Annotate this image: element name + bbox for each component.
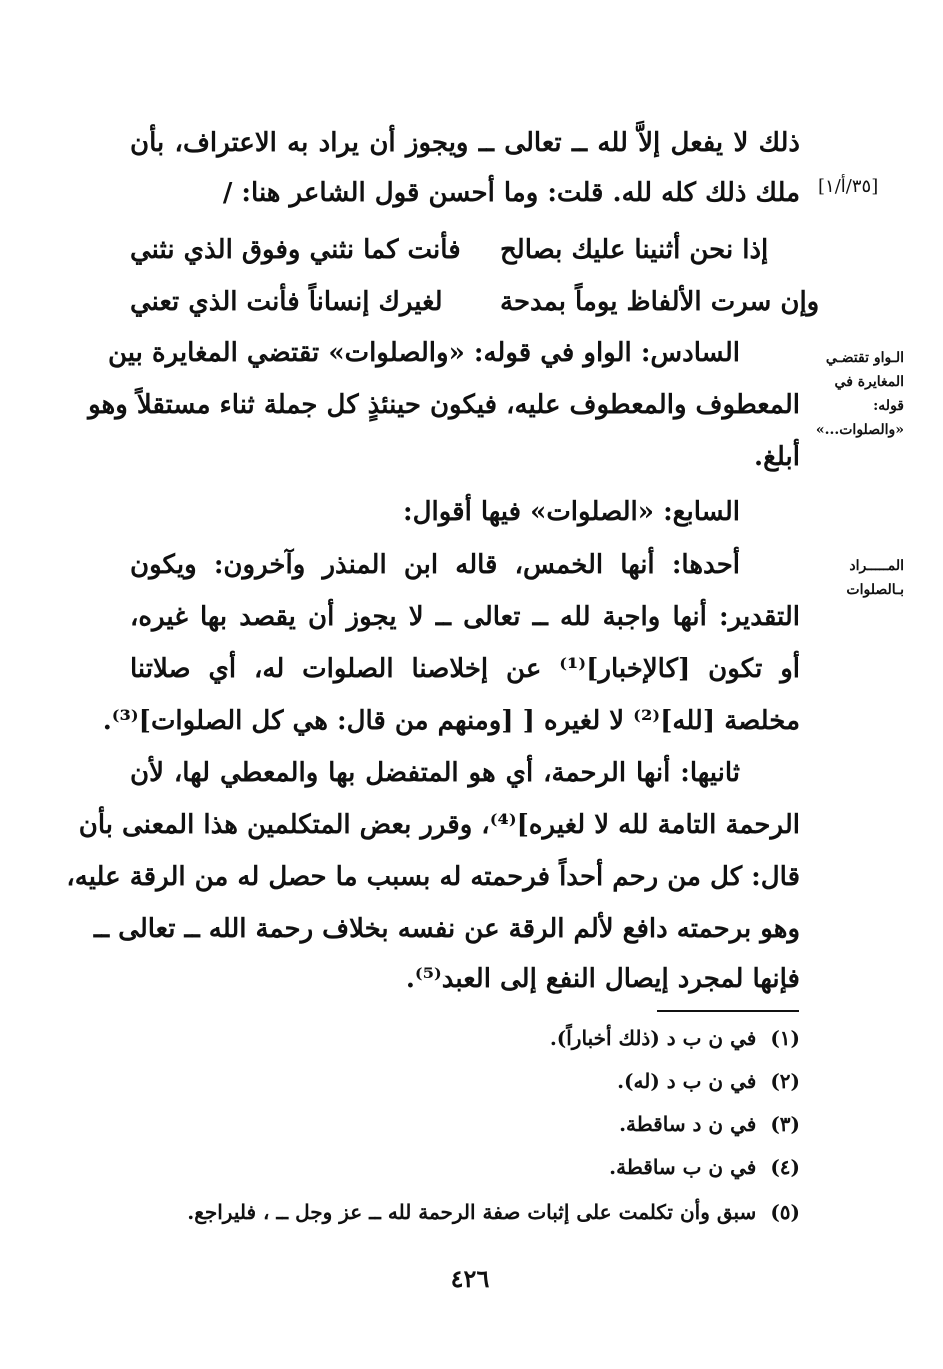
text-line: ذلك لا يفعل إلاَّ لله ــ تعالى ــ ويجوز أن يراد به الاعتراف، بأن bbox=[130, 128, 800, 158]
text-line: السادس: الواو في قوله: «والصلوات» تقتضي المغايرة بين bbox=[108, 338, 740, 368]
side-note-salawat: المـــــراد بـالصلوات bbox=[846, 558, 904, 598]
footnote bbox=[619, 1112, 800, 1136]
text-line: أحدها: أنها الخمس، قاله ابن المنذر وآخرون: ويكون bbox=[130, 550, 740, 580]
text-line: السابع: «الصلوات» فيها أقوال: bbox=[403, 497, 740, 527]
footnote bbox=[550, 1026, 800, 1050]
footnote-separator bbox=[657, 1010, 799, 1012]
verse-hemistich: إذا نحن أثنينا عليك بصالح bbox=[500, 235, 769, 265]
footnote-text: في ن ب د (له). bbox=[617, 1069, 757, 1093]
text-line: ثانيها: أنها الرحمة، أي هو المتفضل بها والمعطي لها، لأن bbox=[130, 758, 740, 788]
verse-hemistich: لغيرك إنساناً فأنت الذي تعني bbox=[130, 287, 443, 317]
text-line: مخلصة [لله]⁽²⁾ لا لغيره [ [ومنهم من قال: هي كل الصلوات]⁽³⁾. bbox=[102, 706, 800, 736]
text-line: التقدير: أنها واجبة لله ــ تعالى ــ لا يجوز أن يقصد بها غيره، bbox=[130, 602, 800, 632]
text-line: المعطوف والمعطوف عليه، فيكون حينئذٍ كل جملة ثناء مستقلاً وهو bbox=[88, 390, 800, 420]
text-line: أو تكون [كالإخبار]⁽¹⁾ عن إخلاصنا الصلوات له، أي صلاتنا bbox=[130, 654, 800, 684]
margin-reference: [٣٥/أ/١] bbox=[818, 176, 879, 197]
side-note-waw: الـواو تقتضـي المغايرة في قوله: «والصلوات...» bbox=[815, 350, 904, 438]
page-number: ٤٢٦ bbox=[450, 1264, 490, 1293]
footnote bbox=[617, 1069, 800, 1093]
text-line: وهو برحمته دافع لألم الرقة عن نفسه بخلاف رحمة الله ــ تعالى ــ bbox=[93, 914, 800, 944]
footnote-text: سبق وأن تكلمت على إثبات صفة الرحمة لله ــ عز وجل ــ ، فليراجع. bbox=[187, 1200, 757, 1224]
text-line: فإنها لمجرد إيصال النفع إلى العبد⁽⁵⁾. bbox=[405, 964, 800, 994]
footnote-number: (٤) bbox=[770, 1155, 800, 1179]
footnote-text: في ن ب د (ذلك أخباراً). bbox=[549, 1026, 757, 1050]
footnote-number: (١) bbox=[770, 1026, 800, 1050]
text-line: أبلغ. bbox=[754, 442, 800, 472]
text-line: الرحمة التامة لله لا لغيره]⁽⁴⁾، وقرر بعض المتكلمين هذا المعنى بأن bbox=[78, 810, 800, 840]
footnote-text: في ن ب ساقطة. bbox=[609, 1155, 757, 1179]
footnote-number: (٢) bbox=[770, 1069, 800, 1093]
text-line: قال: كل من رحم أحداً فرحمته له بسبب ما حصل له من الرقة عليه، bbox=[66, 862, 800, 892]
footnote-number: (٣) bbox=[770, 1112, 800, 1136]
footnote-number: (٥) bbox=[770, 1200, 800, 1224]
footnote-text: في ن د ساقطة. bbox=[619, 1112, 757, 1136]
footnote bbox=[187, 1200, 800, 1224]
verse-hemistich: وإن سرت الألفاظ يوماً بمدحة bbox=[500, 287, 820, 317]
verse-hemistich: فأنت كما نثني وفوق الذي نثني bbox=[130, 235, 461, 265]
footnote bbox=[609, 1155, 800, 1179]
text-line: ملك ذلك كله لله. قلت: وما أحسن قول الشاعر هنا: / bbox=[222, 178, 800, 208]
